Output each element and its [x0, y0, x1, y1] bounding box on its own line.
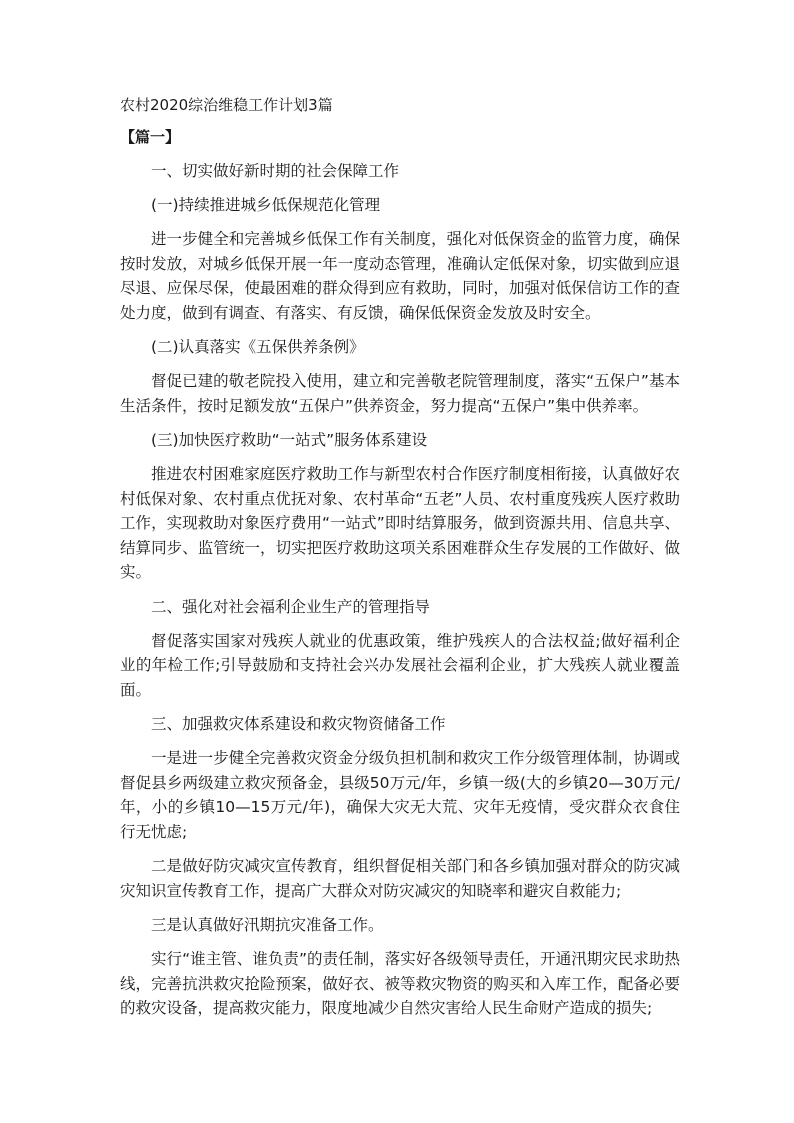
- body-paragraph: 督促已建的敬老院投入使用，建立和完善敬老院管理制度，落实“五保户”基本生活条件，按时足额发放“五保户”供养资金，努力提高“五保户”集中供养率。: [120, 372, 680, 415]
- subsection-heading: (三)加快医疗救助“一站式”服务体系建设: [151, 431, 428, 449]
- body-paragraph: 进一步健全和完善城乡低保工作有关制度，强化对低保资金的监管力度，确保按时发放，对城乡低保开展一年一度动态管理，准确认定低保对象，切实做到应退尽退、应保尽保，使最困难的群众得到应有救助，同时，加强对低保信访工作的查处力度，做到有调查、有落实、有反馈，确保低保资金发放及时安全。: [120, 230, 680, 322]
- subsection-heading: 三是认真做好汛期抗灾准备工作。: [151, 916, 384, 934]
- section-heading: 二、强化对社会福利企业生产的管理指导: [151, 597, 431, 616]
- subsection-heading: (二)认真落实《五保供养条例》: [151, 338, 365, 356]
- body-paragraph: 一是进一步健全完善救灾资金分级负担机制和救灾工作分级管理体制，协调或督促县乡两级建立救灾预备金，县级50万元/年，乡镇一级(大的乡镇20—30万元/年，小的乡镇10—15万元/年)，确保大灾无大荒、灾年无疫情，受灾群众衣食住行无忧虑;: [120, 749, 680, 841]
- body-paragraph: 推进农村困难家庭医疗救助工作与新型农村合作医疗制度相衔接，认真做好农村低保对象、农村重点优抚对象、农村革命“五老”人员、农村重度残疾人医疗救助工作，实现救助对象医疗费用“一站式”即时结算服务，做到资源共用、信息共享、结算同步、监管统一，切实把医疗救助这项关系困难群众生存发展的工作做好、做实。: [120, 465, 680, 581]
- body-paragraph: 实行“谁主管、谁负责”的责任制，落实好各级领导责任，开通汛期灾民求助热线，完善抗洪救灾抢险预案，做好衣、被等救灾物资的购买和入库工作，配备必要的救灾设备，提高救灾能力，限度地减少自然灾害给人民生命财产造成的损失;: [120, 950, 680, 1017]
- body-paragraph: 二是做好防灾减灾宣传教育，组织督促相关部门和各乡镇加强对群众的防灾减灾知识宣传教育工作，提高广大群众对防灾减灾的知晓率和避灾自救能力;: [120, 857, 680, 900]
- body-paragraph: 督促落实国家对残疾人就业的优惠政策，维护残疾人的合法权益;做好福利企业的年检工作;引导鼓励和支持社会兴办发展社会福利企业，扩大残疾人就业覆盖面。: [120, 631, 680, 699]
- document-title: 农村2020综治维稳工作计划3篇: [120, 96, 333, 114]
- subsection-heading: (一)持续推进城乡低保规范化管理: [151, 196, 381, 214]
- part-label: 【篇一】: [120, 128, 181, 146]
- document-body: [120, 93, 680, 1031]
- section-heading: 一、切实做好新时期的社会保障工作: [151, 162, 400, 180]
- section-heading: 三、加强救灾体系建设和救灾物资储备工作: [151, 715, 446, 733]
